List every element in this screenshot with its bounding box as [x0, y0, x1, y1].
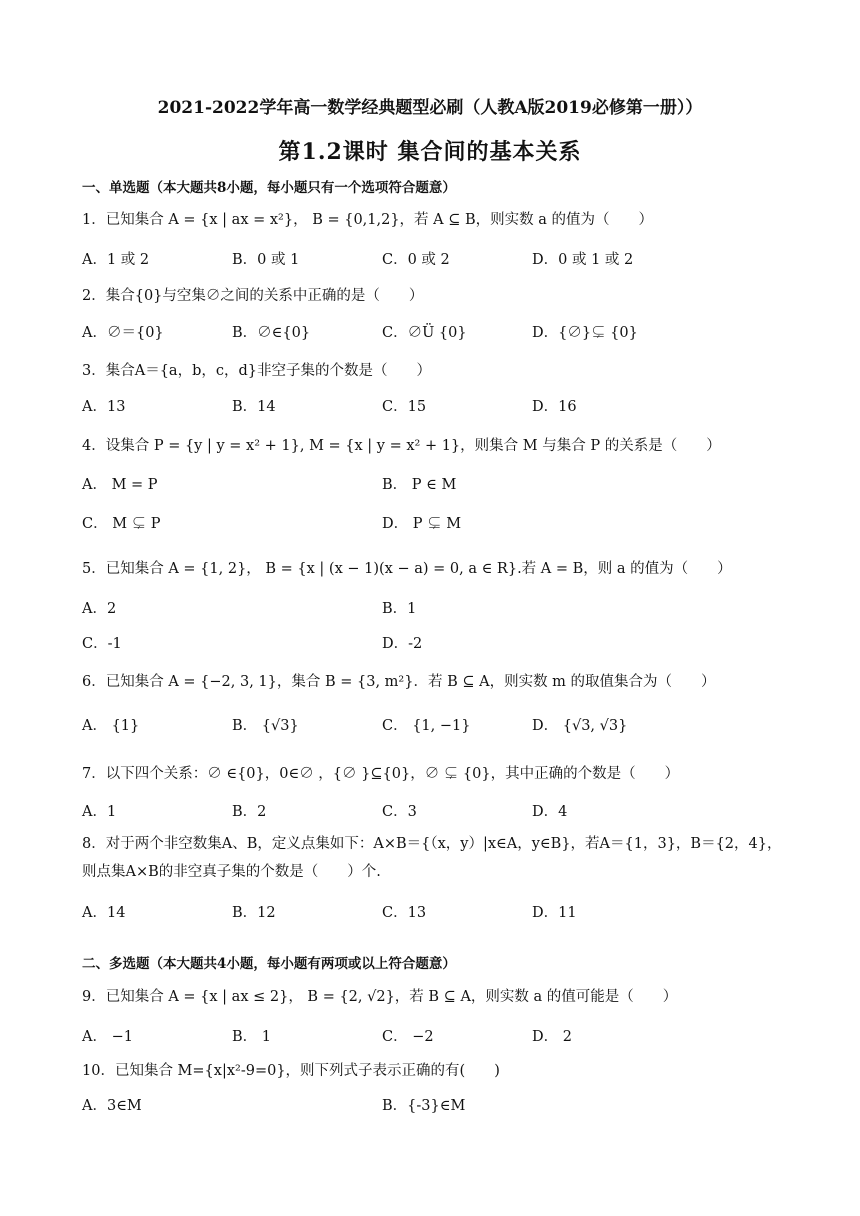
- option-b: B．12: [232, 905, 276, 921]
- section-heading-single: 一、单选题（本大题共8小题，每小题只有一个选项符合题意）: [82, 180, 456, 196]
- option-a: A． M = P: [82, 477, 158, 493]
- option-a: A． −1: [82, 1029, 133, 1045]
- option-a: A．3∈M: [82, 1098, 142, 1114]
- option-a: A．1 或 2: [82, 252, 150, 268]
- option-c: C．13: [382, 905, 427, 921]
- option-a: A． {1}: [82, 718, 140, 734]
- option-c: C．15: [382, 399, 427, 415]
- option-b: B． 1: [232, 1029, 271, 1045]
- option-d: D．16: [532, 399, 577, 415]
- option-d: D． {√3, √3}: [532, 718, 628, 734]
- option-d: D． 2: [532, 1029, 572, 1045]
- question-stem: 9．已知集合 A = {x | ax ≤ 2}， B = {2, √2}，若 B ⊆ A，则实数 a 的值可能是（ ）: [82, 989, 678, 1005]
- lesson-title: 第1.2课时 集合间的基本关系: [278, 139, 582, 165]
- option-b: B． P ∈ M: [382, 477, 457, 493]
- option-b: B．14: [232, 399, 276, 415]
- question-stem: 6．已知集合 A = {−2, 3, 1}，集合 B = {3, m²}．若 B ⊆ A，则实数 m 的取值集合为（ ）: [82, 674, 716, 690]
- option-d: D．0 或 1 或 2: [532, 252, 634, 268]
- series-header: 2021-2022学年高一数学经典题型必刷（人教A版2019必修第一册））: [157, 98, 703, 118]
- option-d: D．-2: [382, 636, 423, 652]
- option-c: C．-1: [82, 636, 122, 652]
- option-b: B．{-3}∈M: [382, 1098, 466, 1114]
- option-c: C． {1, −1}: [382, 718, 471, 734]
- option-c: C．∅Ü {0}: [382, 325, 467, 341]
- option-b: B．∅∈{0}: [232, 325, 311, 341]
- option-a: A．1: [82, 804, 117, 820]
- option-c: C．3: [382, 804, 417, 820]
- option-a: A．2: [82, 601, 117, 617]
- option-a: A．14: [82, 905, 126, 921]
- option-c: C． M ⊊ P: [82, 516, 161, 532]
- question-stem: 1．已知集合 A = {x | ax = x²}， B = {0,1,2}，若 A ⊆ B，则实数 a 的值为（ ）: [82, 212, 654, 228]
- option-b: B． {√3}: [232, 718, 299, 734]
- question-stem: 10．已知集合 M={x|x²-9=0}，则下列式子表示正确的有( ): [82, 1063, 500, 1079]
- option-b: B．2: [232, 804, 267, 820]
- question-stem: 7．以下四个关系：∅ ∈{0}，0∈∅ ，{∅ }⊆{0}，∅ ⊊ {0}，其中正确的个数是（ ）: [82, 766, 680, 782]
- option-c: C．0 或 2: [382, 252, 450, 268]
- option-d: D．11: [532, 905, 577, 921]
- option-d: D． P ⊊ M: [382, 516, 462, 532]
- option-a: A．13: [82, 399, 126, 415]
- section-heading-multi: 二、多选题（本大题共4小题，每小题有两项或以上符合题意）: [82, 956, 456, 972]
- option-d: D．4: [532, 804, 568, 820]
- question-stem: 8．对于两个非空数集A、B，定义点集如下：A×B＝{（x，y）|x∈A，y∈B}，若A＝{1，3}，B＝{2，4}，则点集A×B的非空真子集的个数是（ ）个.: [82, 836, 782, 880]
- question-stem: 5．已知集合 A = {1, 2}， B = {x | (x − 1)(x − a) = 0, a ∈ R}.若 A = B，则 a 的值为（ ）: [82, 561, 732, 577]
- option-a: A．∅＝{0}: [82, 325, 164, 341]
- question-stem: 2．集合{0}与空集∅之间的关系中正确的是（ ）: [82, 288, 424, 304]
- question-stem: 4．设集合 P = {y | y = x² + 1}, M = {x | y = x² + 1}，则集合 M 与集合 P 的关系是（ ）: [82, 438, 721, 454]
- option-b: B．0 或 1: [232, 252, 300, 268]
- option-d: D．{∅}⊊ {0}: [532, 325, 638, 341]
- option-b: B．1: [382, 601, 417, 617]
- option-c: C． −2: [382, 1029, 434, 1045]
- question-stem: 3．集合A＝{a，b，c，d}非空子集的个数是（ ）: [82, 363, 431, 379]
